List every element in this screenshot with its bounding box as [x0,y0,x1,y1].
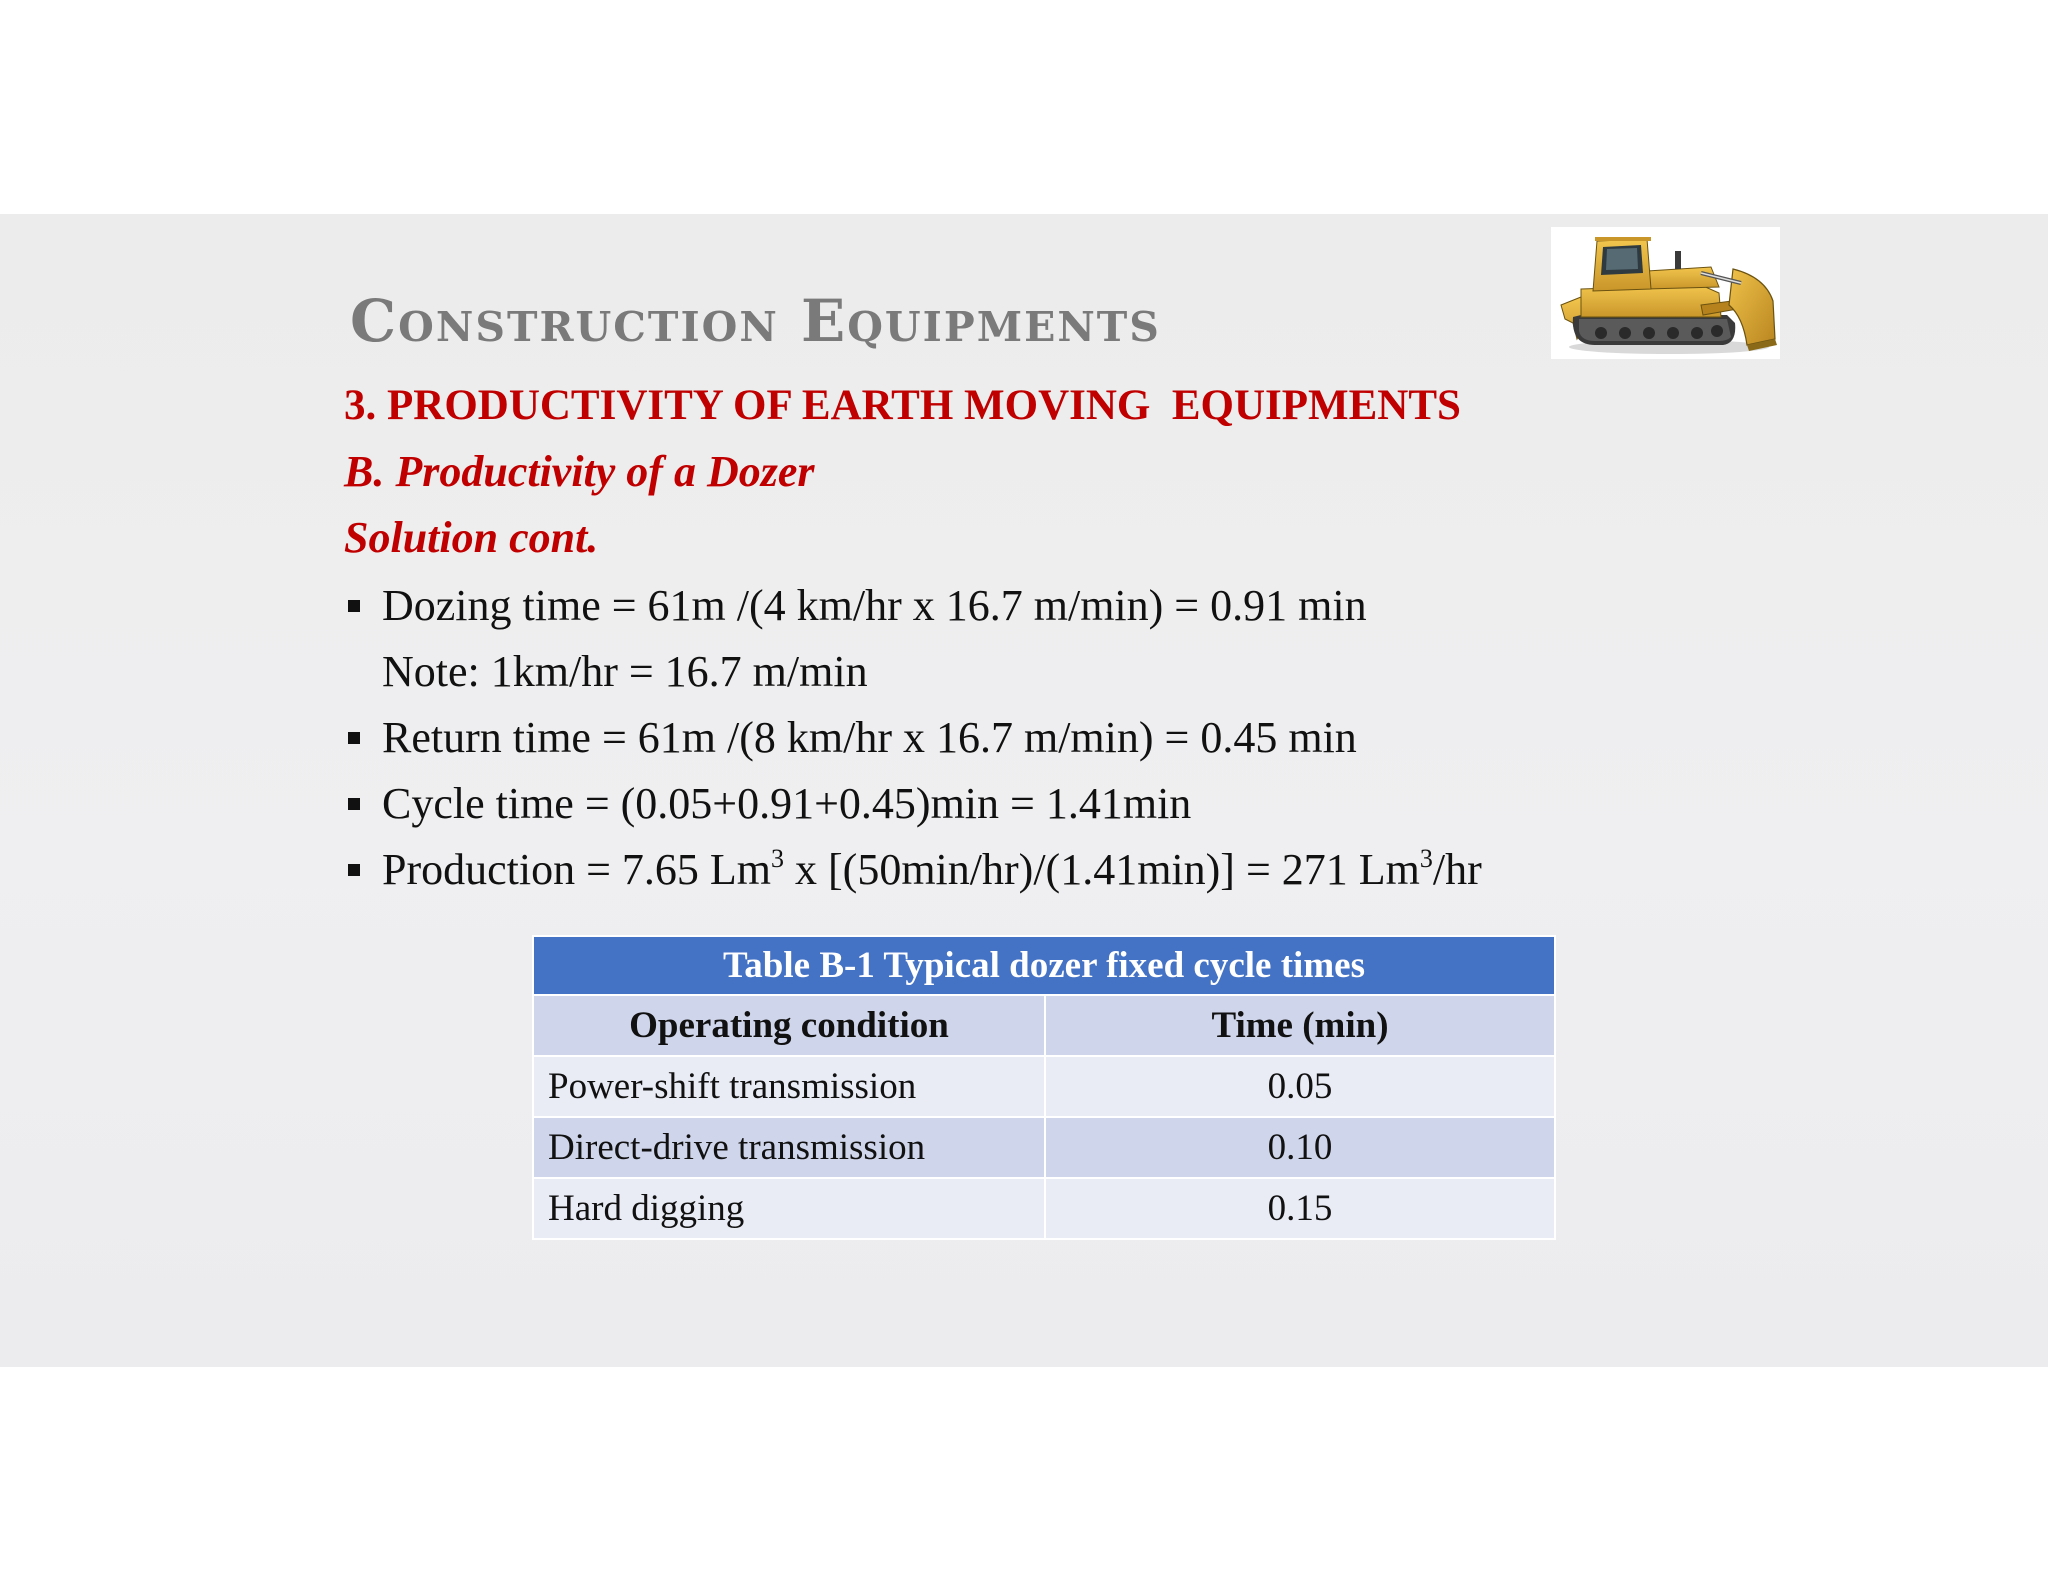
cycle-times-table [532,935,1556,1240]
return-time-line: Return time = 61m /(8 km/hr x 16.7 m/min) = 0.45 min [382,713,1357,762]
table-header-row [533,995,1555,1056]
sub-heading-dozer: B. Productivity of a Dozer [344,447,815,496]
time-cell: 0.10 [1045,1117,1555,1178]
table-row [533,1117,1555,1178]
bullet-square-icon [348,798,360,810]
table-caption-row [533,936,1555,995]
bulldozer-icon [1551,227,1780,359]
production-text-3: /hr [1432,845,1482,894]
bullet-square-icon [348,732,360,744]
condition-cell: Hard digging [533,1178,1045,1239]
production-text-1: Production = 7.65 Lm [382,845,772,894]
bullet-square-icon [348,600,360,612]
production-line [382,844,1482,894]
dozing-time-line: Dozing time = 61m /(4 km/hr x 16.7 m/min) = 0.91 min [382,581,1367,630]
table-row [533,1056,1555,1117]
bullet-square-icon [348,864,360,876]
time-cell: 0.15 [1045,1178,1555,1239]
superscript-3: 3 [1419,844,1433,873]
sub-heading-solution: Solution cont. [344,513,599,562]
note-line: Note: 1km/hr = 16.7 m/min [382,647,868,696]
column-header-condition: Operating condition [533,995,1045,1056]
slide [0,214,2048,1367]
condition-cell: Direct-drive transmission [533,1117,1045,1178]
production-text-2: x [(50min/hr)/(1.41min)] = 271 Lm [784,845,1420,894]
table-caption: Table B-1 Typical dozer fixed cycle times [533,936,1555,995]
time-cell: 0.05 [1045,1056,1555,1117]
cycle-time-line: Cycle time = (0.05+0.91+0.45)min = 1.41min [382,779,1192,828]
section-heading: 3. PRODUCTIVITY OF EARTH MOVING EQUIPMENTS [344,382,1461,429]
table-row [533,1178,1555,1239]
condition-cell: Power-shift transmission [533,1056,1045,1117]
column-header-time: Time (min) [1045,995,1555,1056]
superscript-3: 3 [771,844,785,873]
slide-title: Construction Equipments [350,287,1161,355]
